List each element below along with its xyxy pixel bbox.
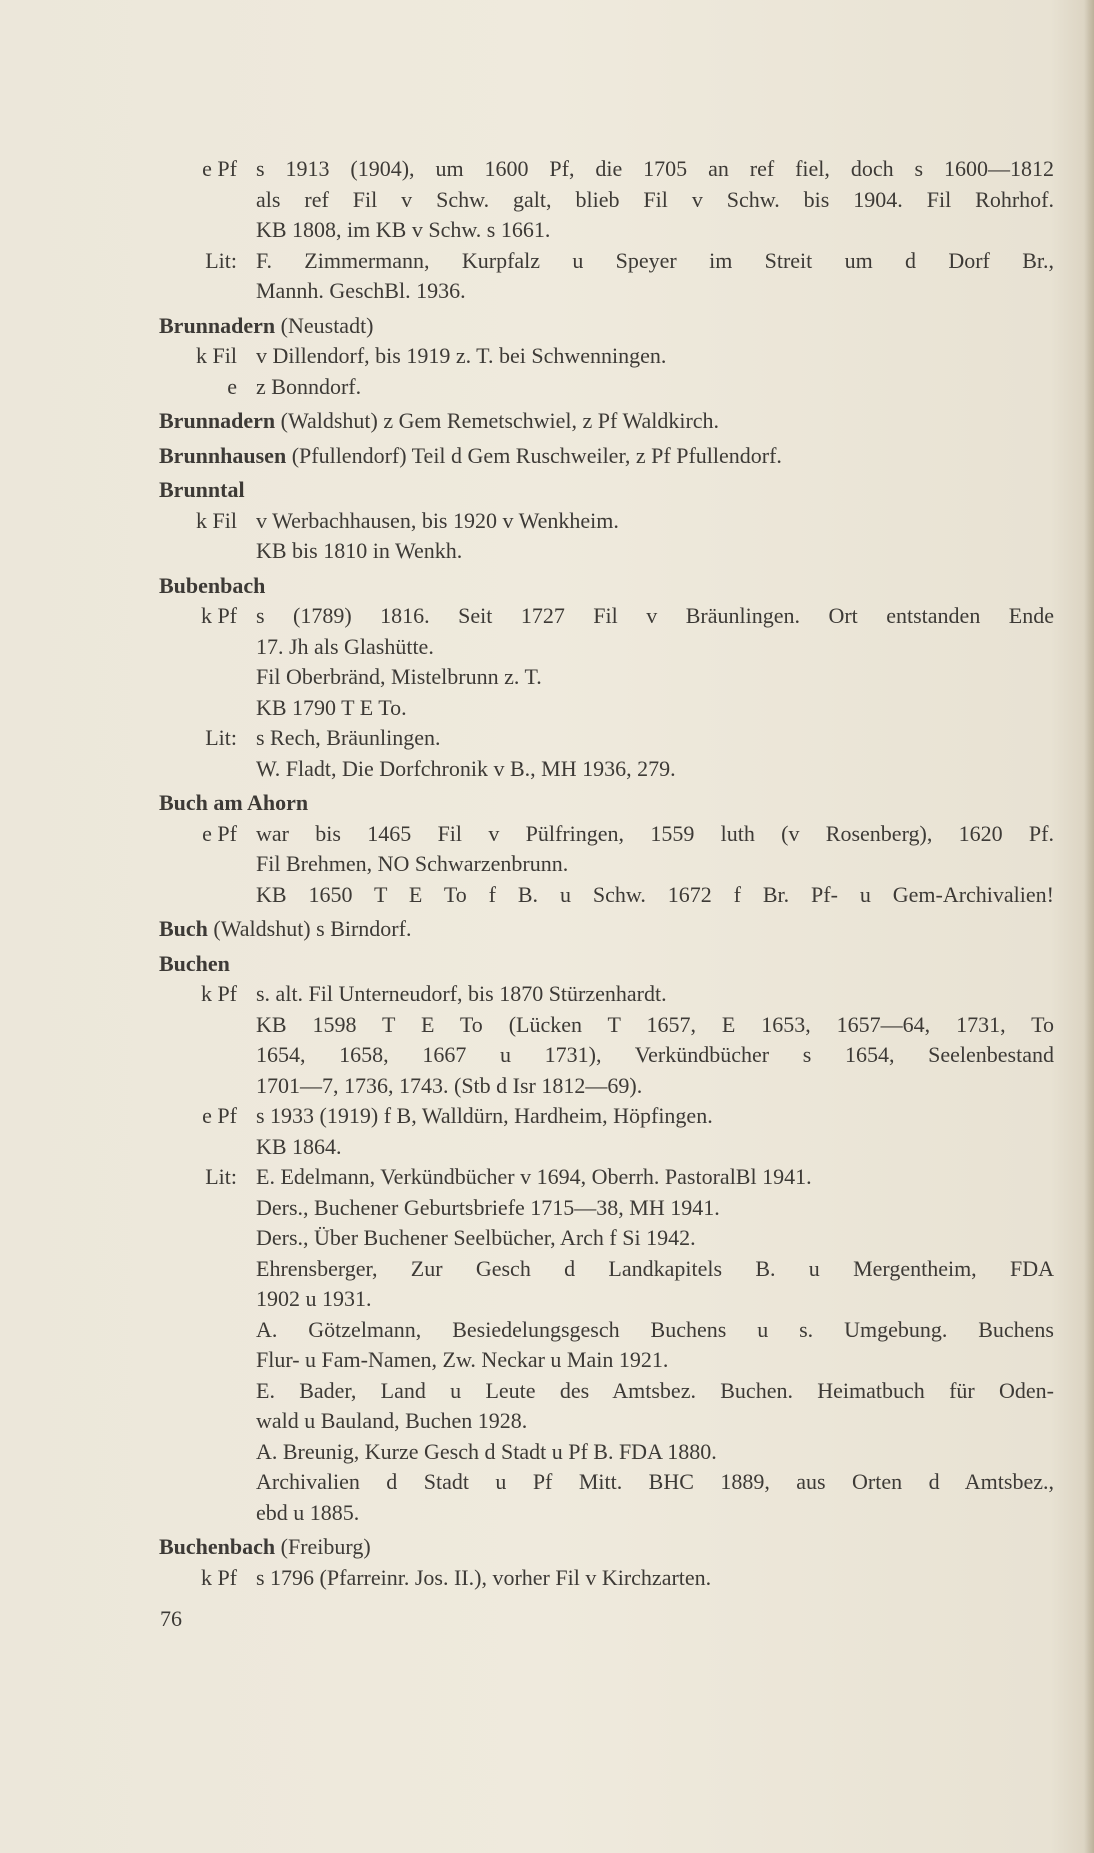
entry-heading-line bbox=[159, 311, 1054, 342]
text-line: 17. Jh als Glashütte. bbox=[256, 633, 434, 659]
entry-heading-line bbox=[159, 1532, 1054, 1563]
text-line: als ref Fil v Schw. galt, blieb Fil v Schw. bis 1904. Fil Rohrhof. bbox=[256, 186, 1054, 212]
text-line: s (1789) 1816. Seit 1727 Fil v Bräunlingen. Ort entstanden Ende bbox=[256, 603, 1054, 628]
text-line: KB bis 1810 in Wenkh. bbox=[256, 538, 463, 563]
text-line: KB 1808, im KB v Schw. s 1661. bbox=[256, 217, 551, 242]
gazetteer-entry bbox=[159, 1532, 1054, 1593]
row-label: e Pf bbox=[202, 156, 237, 181]
entry-row bbox=[159, 154, 1054, 246]
entry-heading-note: (Waldshut) s Birndorf. bbox=[207, 916, 412, 941]
row-text bbox=[256, 372, 1054, 403]
text-line: Fil Oberbränd, Mistelbrunn z. T. bbox=[256, 664, 542, 689]
text-line: KB 1598 T E To (Lücken T 1657, E 1653, 1657—64, 1731, To bbox=[256, 1011, 1054, 1037]
entry-heading-note: (Neustadt) bbox=[275, 312, 374, 338]
row-text bbox=[256, 1563, 1054, 1594]
text-line: wald u Bauland, Buchen 1928. bbox=[256, 1408, 528, 1433]
row-text bbox=[256, 341, 1054, 372]
row-label: Lit: bbox=[205, 1164, 237, 1189]
entry-heading-line bbox=[159, 475, 1054, 506]
text-line: KB 1650 T E To f B. u Schw. 1672 f Br. Pf- u Gem-Archivalien! bbox=[256, 881, 1054, 907]
text-line: E. Bader, Land u Leute des Amtsbez. Buchen. Heimatbuch für Oden- bbox=[256, 1377, 1054, 1403]
text-line: z Bonndorf. bbox=[256, 373, 362, 399]
row-text bbox=[256, 506, 1054, 567]
gazetteer-entry bbox=[159, 311, 1054, 403]
text-line: war bis 1465 Fil v Pülfringen, 1559 luth (v Rosenberg), 1620 Pf. bbox=[256, 820, 1054, 846]
text-line: 1654, 1658, 1667 u 1731), Verkündbücher s 1654, Seelenbestand bbox=[256, 1042, 1054, 1067]
row-text bbox=[256, 1101, 1054, 1162]
entry-heading-note: (Freiburg) bbox=[275, 1534, 371, 1559]
entry-heading-line bbox=[159, 571, 1054, 602]
gazetteer-entry bbox=[159, 154, 1054, 307]
page-content bbox=[159, 150, 1054, 1593]
text-line: Mannh. GeschBl. 1936. bbox=[256, 278, 466, 303]
row-label: Lit: bbox=[205, 247, 237, 273]
row-text bbox=[256, 246, 1054, 307]
entry-row bbox=[159, 979, 1054, 1101]
entry-row bbox=[159, 246, 1054, 307]
text-line: ebd u 1885. bbox=[256, 1499, 360, 1525]
text-line: 1701—7, 1736, 1743. (Stb d Isr 1812—69). bbox=[256, 1072, 643, 1098]
text-line: W. Fladt, Die Dorfchronik v B., MH 1936, 279. bbox=[256, 755, 676, 781]
entry-place-name: Brunnhausen bbox=[159, 442, 287, 468]
text-line: s. alt. Fil Unterneudorf, bis 1870 Stürzenhardt. bbox=[256, 981, 667, 1006]
gazetteer-entry bbox=[159, 571, 1054, 785]
row-label: k Pf bbox=[200, 1564, 237, 1590]
entry-place-name: Buchen bbox=[159, 950, 230, 976]
row-text bbox=[256, 154, 1054, 246]
text-line: v Dillendorf, bis 1919 z. T. bei Schwenningen. bbox=[256, 343, 667, 368]
entry-heading-note: (Pfullendorf) Teil d Gem Ruschweiler, z Pf Pfullendorf. bbox=[286, 442, 782, 468]
text-line: v Werbachhausen, bis 1920 v Wenkheim. bbox=[256, 507, 619, 533]
text-line: F. Zimmermann, Kurpfalz u Speyer im Streit um d Dorf Br., bbox=[256, 247, 1054, 273]
page-number: 76 bbox=[160, 1606, 182, 1631]
entry-heading-line bbox=[159, 914, 1054, 945]
text-line: s 1913 (1904), um 1600 Pf, die 1705 an ref fiel, doch s 1600—1812 bbox=[256, 156, 1054, 181]
text-line: KB 1864. bbox=[256, 1133, 342, 1159]
row-text bbox=[256, 1162, 1054, 1528]
entry-place-name: Buch bbox=[159, 916, 208, 941]
row-label: k Fil bbox=[196, 343, 237, 368]
text-line: s 1933 (1919) f B, Walldürn, Hardheim, Höpfingen. bbox=[256, 1103, 713, 1128]
entry-row bbox=[159, 372, 1054, 403]
text-line: s Rech, Bräunlingen. bbox=[256, 725, 441, 750]
entry-heading-note: (Waldshut) z Gem Remetschwiel, z Pf Waldkirch. bbox=[275, 408, 720, 433]
row-label: e Pf bbox=[202, 820, 237, 846]
gazetteer-entry bbox=[159, 788, 1054, 910]
row-label: e Pf bbox=[202, 1103, 237, 1128]
entry-heading-line bbox=[159, 406, 1054, 437]
entry-place-name: Brunnadern bbox=[159, 312, 276, 338]
entry-row bbox=[159, 1162, 1054, 1528]
text-line: Ders., Über Buchener Seelbücher, Arch f Si 1942. bbox=[256, 1225, 696, 1250]
entry-heading-line bbox=[159, 949, 1054, 980]
entry-row bbox=[159, 723, 1054, 784]
entry-row bbox=[159, 1101, 1054, 1162]
entry-place-name: Buch am Ahorn bbox=[159, 790, 309, 815]
text-line: KB 1790 T E To. bbox=[256, 694, 407, 720]
text-line: 1902 u 1931. bbox=[256, 1286, 372, 1311]
gazetteer-entry bbox=[159, 949, 1054, 1529]
text-line: A. Götzelmann, Besiedelungsgesch Buchens u s. Umgebung. Buchens bbox=[256, 1316, 1054, 1342]
entry-place-name: Brunntal bbox=[159, 477, 245, 502]
row-label: Lit: bbox=[205, 725, 237, 750]
gazetteer-entry bbox=[159, 441, 1054, 472]
text-line: Ehrensberger, Zur Gesch d Landkapitels B. u Mergentheim, FDA bbox=[256, 1255, 1054, 1281]
entry-row bbox=[159, 601, 1054, 723]
row-label: k Pf bbox=[200, 603, 237, 628]
gazetteer-entry bbox=[159, 914, 1054, 945]
gazetteer-entry bbox=[159, 475, 1054, 567]
row-label: k Fil bbox=[196, 507, 237, 533]
row-text bbox=[256, 601, 1054, 723]
entry-row bbox=[159, 341, 1054, 372]
row-text bbox=[256, 723, 1054, 784]
text-line: Flur- u Fam-Namen, Zw. Neckar u Main 1921. bbox=[256, 1347, 669, 1372]
text-line: Fil Brehmen, NO Schwarzenbrunn. bbox=[256, 851, 569, 876]
entry-heading-line bbox=[159, 441, 1054, 472]
text-line: Ders., Buchener Geburtsbriefe 1715—38, MH 1941. bbox=[256, 1194, 720, 1220]
entry-row bbox=[159, 1563, 1054, 1594]
row-label: k Pf bbox=[200, 981, 237, 1006]
gazetteer-entry bbox=[159, 406, 1054, 437]
entry-row bbox=[159, 819, 1054, 911]
entry-row bbox=[159, 506, 1054, 567]
entry-place-name: Bubenbach bbox=[159, 572, 266, 598]
row-label: e bbox=[227, 373, 237, 399]
text-line: s 1796 (Pfarreinr. Jos. II.), vorher Fil v Kirchzarten. bbox=[256, 1564, 712, 1590]
text-line: A. Breunig, Kurze Gesch d Stadt u Pf B. FDA 1880. bbox=[256, 1438, 717, 1464]
entry-place-name: Brunnadern bbox=[159, 408, 276, 433]
text-line: Archivalien d Stadt u Pf Mitt. BHC 1889, aus Orten d Amtsbez., bbox=[256, 1469, 1054, 1494]
entry-heading-line bbox=[159, 788, 1054, 819]
text-line: E. Edelmann, Verkündbücher v 1694, Oberrh. PastoralBl 1941. bbox=[256, 1164, 812, 1189]
entry-place-name: Buchenbach bbox=[159, 1534, 276, 1559]
row-text bbox=[256, 979, 1054, 1101]
row-text bbox=[256, 819, 1054, 911]
